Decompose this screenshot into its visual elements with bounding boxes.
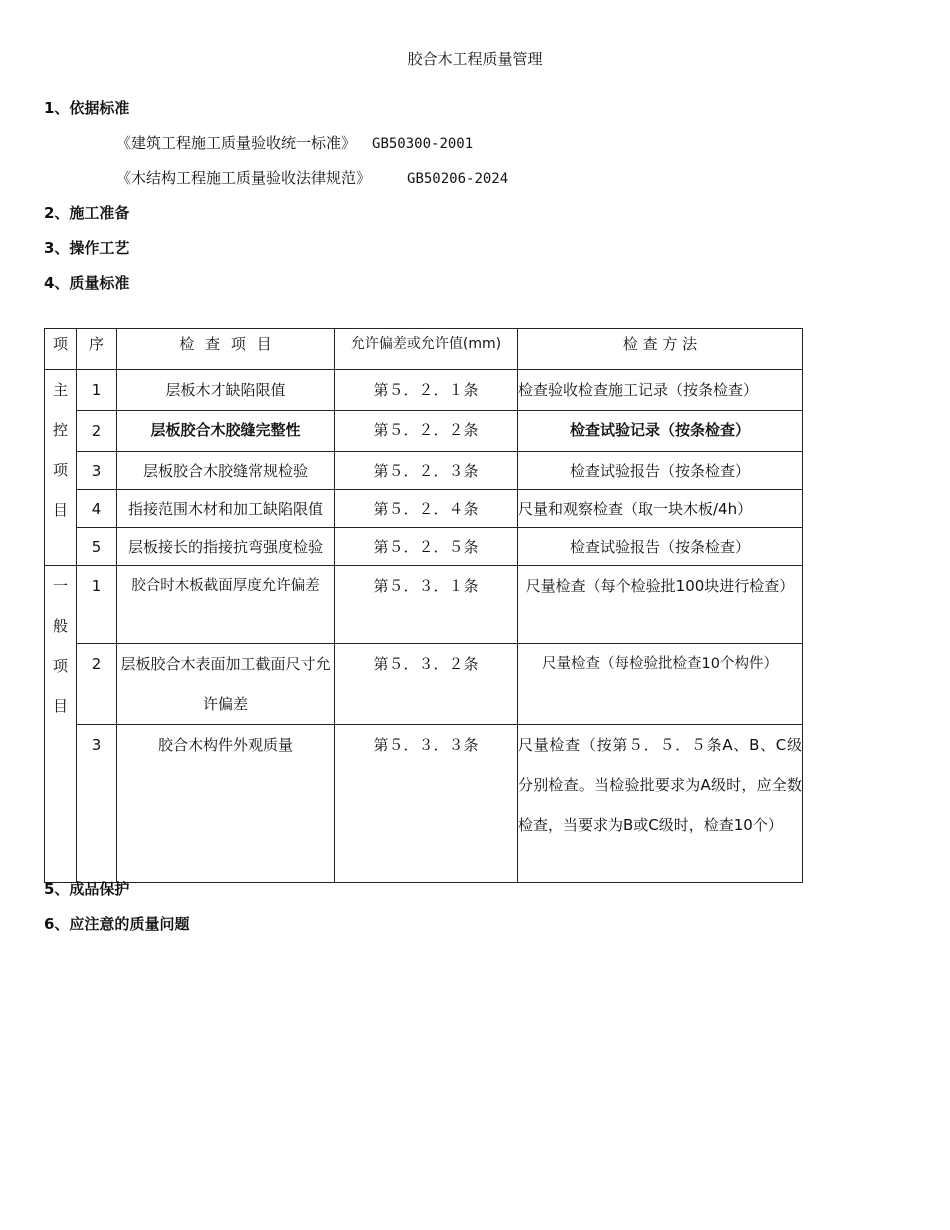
table-row <box>45 411 803 452</box>
row-value: 第５．３．２条 <box>335 644 518 725</box>
row-value: 第５．３．１条 <box>335 566 518 644</box>
quality-standard-table <box>44 328 803 883</box>
header-tolerance: 允许偏差或允许值(mm) <box>335 329 518 370</box>
row-method: 尺量和观察检查（取一块木板/4h） <box>518 490 803 528</box>
table-row <box>45 644 803 725</box>
section-heading-protection: 5、成品保护 <box>44 880 130 898</box>
group-label-main-control: 主控项目 <box>45 370 77 566</box>
row-method: 尺量检查（每检验批检查10个构件） <box>518 644 803 725</box>
row-no: 1 <box>77 566 117 644</box>
row-method: 检查试验记录（按条检查） <box>518 411 803 452</box>
header-item: 检 查 项 目 <box>117 329 335 370</box>
row-value: 第５．２．５条 <box>335 528 518 566</box>
standard-code: GB50300-2001 <box>372 136 474 152</box>
standard-name: 《木结构工程施工质量验收法律规范》 <box>116 169 372 187</box>
row-no: 2 <box>77 644 117 725</box>
row-value: 第５．２．１条 <box>335 370 518 411</box>
table-row <box>45 528 803 566</box>
row-value: 第５．２．４条 <box>335 490 518 528</box>
row-item: 层板胶合木胶缝完整性 <box>117 411 335 452</box>
header-category: 项 <box>45 329 77 370</box>
header-seq: 序 <box>77 329 117 370</box>
row-item: 层板木才缺陷限值 <box>117 370 335 411</box>
row-method: 检查验收检查施工记录（按条检查） <box>518 370 803 411</box>
row-no: 4 <box>77 490 117 528</box>
header-method: 检 查 方 法 <box>518 329 803 370</box>
row-no: 2 <box>77 411 117 452</box>
standard-line <box>116 167 508 188</box>
row-method: 检查试验报告（按条检查） <box>518 452 803 490</box>
row-value: 第５．２．３条 <box>335 452 518 490</box>
row-item: 层板胶合木表面加工截面尺寸允许偏差 <box>117 644 335 725</box>
row-no: 1 <box>77 370 117 411</box>
row-no: 3 <box>77 452 117 490</box>
row-no: 5 <box>77 528 117 566</box>
row-value: 第５．３．３条 <box>335 725 518 883</box>
table-header-row <box>45 329 803 370</box>
row-value: 第５．２．２条 <box>335 411 518 452</box>
row-no: 3 <box>77 725 117 883</box>
row-item: 胶合时木板截面厚度允许偏差 <box>117 566 335 644</box>
row-item: 指接范围木材和加工缺陷限值 <box>117 490 335 528</box>
document-title: 胶合木工程质量管理 <box>407 50 543 68</box>
standard-line <box>116 132 473 153</box>
standard-code: GB50206-2024 <box>407 171 509 187</box>
row-item: 胶合木构件外观质量 <box>117 725 335 883</box>
table-row <box>45 725 803 883</box>
row-method: 尺量检查（按第５．５．５条A、B、C级分别检查。当检验批要求为A级时，应全数检查，当要求为B或C级时，检查10个） <box>518 725 803 883</box>
table-row <box>45 566 803 644</box>
section-heading-process: 3、操作工艺 <box>44 239 130 257</box>
row-method: 检查试验报告（按条检查） <box>518 528 803 566</box>
section-heading-basis: 1、依据标准 <box>44 99 130 117</box>
row-method: 尺量检查（每个检验批100块进行检查） <box>518 566 803 644</box>
table-row <box>45 452 803 490</box>
row-item: 层板胶合木胶缝常规检验 <box>117 452 335 490</box>
group-label-general: 一般项目 <box>45 566 77 883</box>
standard-name: 《建筑工程施工质量验收统一标准》 <box>116 134 357 152</box>
table-row <box>45 490 803 528</box>
section-heading-issues: 6、应注意的质量问题 <box>44 915 190 933</box>
row-item: 层板接长的指接抗弯强度检验 <box>117 528 335 566</box>
table-row <box>45 370 803 411</box>
section-heading-quality-standard: 4、质量标准 <box>44 274 130 292</box>
section-heading-preparation: 2、施工准备 <box>44 204 130 222</box>
